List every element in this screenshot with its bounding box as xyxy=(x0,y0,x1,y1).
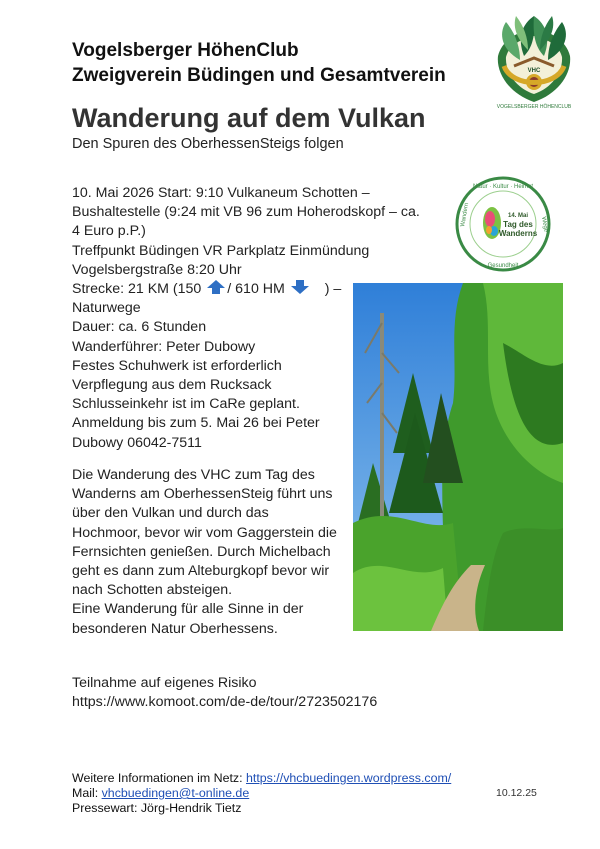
club-crest-abbr: VHC xyxy=(527,68,541,74)
website-link[interactable]: https://vhcbuedingen.wordpress.com/ xyxy=(246,771,452,785)
details-line: Festes Schuhwerk ist erforderlich xyxy=(72,357,282,374)
club-crest-logo xyxy=(484,10,584,110)
description-line: Fernsichten genießen. Durch Michelbach xyxy=(72,543,331,560)
route-descent: / 610 HM xyxy=(227,281,285,298)
description-line: Wanderns am OberhessenSteig führt uns xyxy=(72,486,333,503)
details-line: Verpflegung aus dem Rucksack xyxy=(72,377,272,394)
footer xyxy=(72,771,451,816)
arrow-down-icon xyxy=(290,279,310,295)
route-end: ) – xyxy=(324,281,342,298)
forest-path-photo xyxy=(353,283,563,631)
details-line: Dauer: ca. 6 Stunden xyxy=(72,319,207,336)
svg-text:Wandern: Wandern xyxy=(460,202,471,228)
page-subtitle: Den Spuren des OberhessenSteigs folgen xyxy=(72,136,344,152)
details-line: Naturwege xyxy=(72,300,141,317)
footer-info-label: Weitere Informationen im Netz: xyxy=(72,771,246,785)
details-line: Anmeldung bis zum 5. Mai 26 bei Peter xyxy=(72,415,320,432)
details-line: 4 Euro p.P.) xyxy=(72,223,146,240)
description-line: Hochmoor, bevor wir vom Gaggerstein die xyxy=(72,524,337,541)
svg-text:Gesundheit: Gesundheit xyxy=(487,263,519,269)
details-line: Wanderführer: Peter Dubowy xyxy=(72,338,256,355)
description-line: über den Vulkan und durch das xyxy=(72,505,269,522)
details-line: 10. Mai 2026 Start: 9:10 Vulkaneum Schotten – xyxy=(72,185,370,201)
description-line: Eine Wanderung für alle Sinne in der xyxy=(72,601,304,618)
risk-notice xyxy=(72,674,377,712)
risk-text: Teilnahme auf eigenes Risiko xyxy=(72,675,257,691)
event-details xyxy=(72,184,420,453)
route-distance: Strecke: 21 KM (150 xyxy=(72,281,202,298)
description-line: nach Schotten absteigen. xyxy=(72,582,233,599)
svg-text:Wege: Wege xyxy=(540,216,549,233)
email-link[interactable]: vhcbuedingen@t-online.de xyxy=(101,786,250,800)
page-title: Wanderung auf dem Vulkan xyxy=(72,103,426,133)
details-line: Dubowy 06042-7511 xyxy=(72,434,202,451)
details-line: Bushaltestelle (9:24 mit VB 96 zum Hoherodskopf – ca. xyxy=(72,204,420,221)
svg-text:Natur · Kultur · Heimat: Natur · Kultur · Heimat xyxy=(472,184,534,190)
details-line: Vogelsbergstraße 8:20 Uhr xyxy=(72,261,242,278)
event-logo-date: 14. Mai xyxy=(507,213,529,219)
tag-des-wanderns-logo xyxy=(454,175,552,273)
event-description xyxy=(72,466,372,639)
arrow-up-icon xyxy=(206,279,226,295)
event-logo-line1: Tag des xyxy=(503,220,533,229)
description-line: Die Wanderung des VHC zum Tag des xyxy=(72,467,315,483)
tour-url[interactable]: https://www.komoot.com/de-de/tour/2723502176 xyxy=(72,694,378,711)
details-line: Treffpunkt Büdingen VR Parkplatz Einmündung xyxy=(72,242,370,259)
description-line: besonderen Natur Oberhessens. xyxy=(72,620,278,637)
details-line: Schlusseinkehr ist im CaRe geplant. xyxy=(72,396,300,413)
event-logo-line2: Wanderns xyxy=(498,229,538,238)
footer-mail-label: Mail: xyxy=(72,786,102,800)
club-crest-text: VOGELSBERGER HÖHENCLUB xyxy=(496,104,572,110)
footer-info xyxy=(72,771,451,786)
footer-mail xyxy=(72,786,451,801)
route-line xyxy=(72,280,382,299)
footer-press: Pressewart: Jörg-Hendrik Tietz xyxy=(72,801,242,815)
organization-name: Vogelsberger HöhenClub xyxy=(72,40,299,61)
document-date: 10.12.25 xyxy=(496,787,537,799)
organization-subtitle: Zweigverein Büdingen und Gesamtverein xyxy=(72,65,446,86)
description-line: geht es dann zum Alteburgkopf bevor wir xyxy=(72,563,330,580)
